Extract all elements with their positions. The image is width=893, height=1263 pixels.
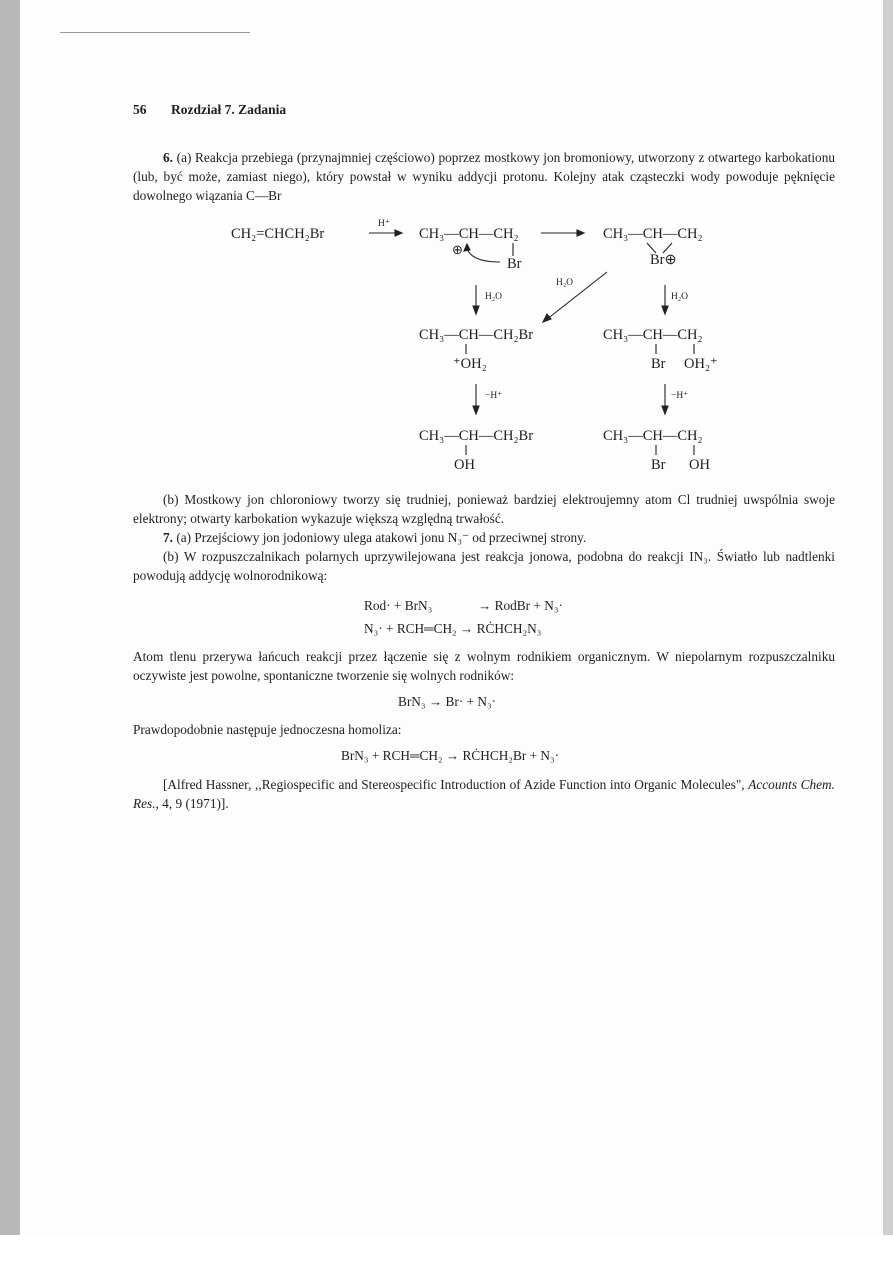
positive-charge-symbol: ⊕ (452, 242, 463, 257)
product-right-bromine: Br (651, 457, 666, 473)
paragraph-oxygen: Atom tlenu przerywa łańcuch reakcji przez łączenie się z wolnym rodnikiem organicznym. W niepolarnym rozpuszczalniku oczywiste jest powolne, spontaniczne tworzenie się wolnych rodników: (133, 649, 835, 683)
reference (133, 775, 835, 813)
arrow-water-diagonal (546, 272, 607, 320)
curved-arrow (467, 248, 500, 262)
bromonium-bromine: Br⊕ (650, 252, 677, 268)
bromonium-bond-right (663, 243, 672, 253)
arrow-water-left-head (473, 306, 479, 314)
product-right-formula: CH₃—CH—CH₂ (603, 428, 703, 444)
water-label-left: H₂O (485, 292, 503, 302)
paragraph-7a-text: (a) Przejściowy jon jodoniowy ulega atakowi jonu N₃⁻ od przeciwnej strony. (176, 530, 587, 545)
bromonium-bond-left (647, 243, 656, 253)
arrow-bridging-head (577, 230, 584, 236)
problem-number-7: 7. (163, 530, 173, 545)
product-right-hydroxyl: OH (689, 457, 710, 473)
paragraph-6a-text: (a) Reakcja przebiega (przynajmniej częściowo) poprzez mostkowy jon bromoniowy, utworzony z otwartego karbokationu (lub, być może, zamiast niego), który powstał w wyniku addycji protonu. Kolejny atak cząsteczki wody powoduje pęknięcie dowolnego wiązania C—Br (133, 150, 835, 203)
arrow-water-diagonal-head (543, 314, 551, 322)
equation-4: BrN₃ + RCH═CH₂ → RĊHCH₂Br + N₃· (341, 748, 560, 763)
water-label-diagonal: H₂O (556, 278, 574, 288)
water-label-right: H₂O (671, 292, 689, 302)
equation-1-left: Rod· + BrN₃ (364, 598, 433, 613)
paragraph-7a (133, 528, 835, 547)
carbocation-formula: CH₃—CH—CH₂ (419, 226, 519, 242)
paragraph-7b: (b) W rozpuszczalnikach polarnych uprzywilejowana jest reakcja jonowa, podobna do reakcji IN₃. Światło lub nadtlenki powodują addycję wolnorodnikową: (133, 549, 835, 583)
paragraph-homolysis: Prawdopodobnie następuje jednoczesna homoliza: (133, 722, 402, 737)
arrow-deprotonation-left-head (473, 406, 479, 414)
deprotonation-label-right: −H⁺ (671, 391, 689, 401)
equation-1-right: → RodBr + N₃· (478, 598, 563, 613)
intermediate-right-oxonium: OH₂⁺ (684, 356, 718, 372)
paragraph-6b: (b) Mostkowy jon chloroniowy tworzy się trudniej, ponieważ bardziej elektroujemny atom Cl trudniej uwspólnia swoje elektrony; otwarty karbokation wykazuje większą względną trwałość. (133, 492, 835, 526)
intermediate-left-oxonium: ⁺OH₂ (453, 356, 487, 372)
reference-journal: Accounts Chem. Res. (133, 777, 835, 811)
bromonium-formula: CH₃—CH—CH₂ (603, 226, 703, 242)
equation-2: N₃· + RCH═CH₂ → RĊHCH₂N₃ (364, 621, 542, 636)
reference-citation: , 4, 9 (1971)]. (155, 796, 229, 811)
reactant-formula: CH₂=CHCH₂Br (231, 226, 325, 242)
arrow-deprotonation-right-head (662, 406, 668, 414)
deprotonation-label-left: −H⁺ (485, 391, 503, 401)
carbocation-bromine: Br (507, 256, 522, 272)
reagent-proton-label: H⁺ (378, 219, 390, 229)
equation-3: BrN₃ → Br· + N₃· (398, 694, 497, 709)
product-left-formula: CH₃—CH—CH₂Br (419, 428, 534, 444)
intermediate-right-formula: CH₃—CH—CH₂ (603, 327, 703, 343)
reference-text: [Alfred Hassner, ,,Regiospecific and Stereospecific Introduction of Azide Function into Organic Molecules", (163, 777, 749, 792)
arrow-protonation-head (395, 230, 402, 236)
chapter-title: Rozdział 7. Zadania (171, 102, 287, 117)
product-left-hydroxyl: OH (454, 457, 475, 473)
page-number: 56 (133, 102, 147, 117)
intermediate-right-bromine: Br (651, 356, 666, 372)
arrow-water-right-head (662, 306, 668, 314)
curved-arrow-head (464, 244, 470, 251)
intermediate-left-formula: CH₃—CH—CH₂Br (419, 327, 534, 343)
problem-number-6: 6. (163, 150, 173, 165)
